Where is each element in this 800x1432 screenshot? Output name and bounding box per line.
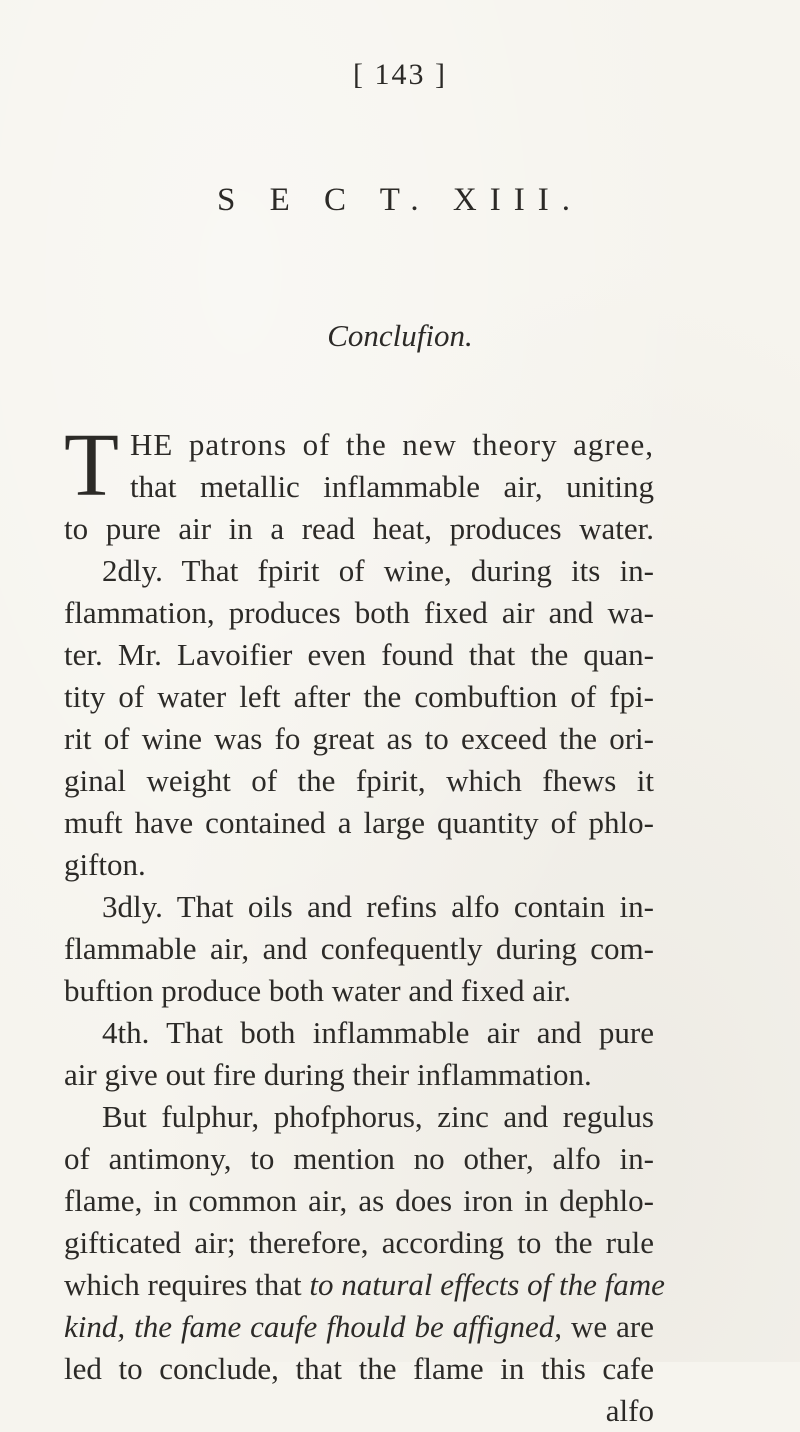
text-line: ginal weight of the fpirit, which fhews it bbox=[64, 763, 654, 798]
text-line: muft have contained a large quantity of phlo- bbox=[64, 805, 654, 840]
text-line: led to conclude, that the flame in this cafe bbox=[64, 1351, 654, 1386]
text-line: 2dly. That fpirit of wine, during its in- bbox=[102, 553, 654, 588]
page-number: [ 143 ] bbox=[353, 58, 447, 91]
catchword: alfo bbox=[605, 1393, 654, 1428]
drop-cap: T bbox=[64, 416, 119, 515]
text-line: buftion produce both water and fixed air. bbox=[64, 973, 572, 1008]
section-title: Conclufion. bbox=[327, 318, 473, 353]
text-line: which requires that to natural effects of the fame bbox=[64, 1267, 665, 1302]
text-line: gifton. bbox=[64, 847, 146, 882]
text-line: of antimony, to mention no other, alfo in- bbox=[64, 1141, 654, 1176]
text-line: that metallic inflammable air, uniting bbox=[130, 469, 654, 504]
text-line: flammation, produces both fixed air and wa- bbox=[64, 595, 654, 630]
text-line: flame, in common air, as does iron in dephlo- bbox=[64, 1183, 654, 1218]
text-line: kind, the fame caufe fhould be affigned, we are bbox=[64, 1309, 655, 1344]
text-line: to pure air in a read heat, produces water. bbox=[64, 511, 654, 546]
text-line: flammable air, and confequently during com- bbox=[64, 931, 654, 966]
text-line: tity of water left after the combuftion of fpi- bbox=[64, 679, 654, 714]
text-line: But fulphur, phofphorus, zinc and regulus bbox=[102, 1099, 654, 1134]
text-line: air give out fire during their inflammation. bbox=[64, 1057, 592, 1092]
text-line: 3dly. That oils and refins alfo contain in- bbox=[102, 889, 654, 924]
body-text bbox=[64, 416, 665, 1432]
section-heading: S E C T. XIII. bbox=[217, 182, 583, 218]
text-line: gifticated air; therefore, according to the rule bbox=[64, 1225, 654, 1260]
text-line: rit of wine was fo great as to exceed the ori- bbox=[64, 721, 654, 756]
text-line: HE patrons of the new theory agree, bbox=[130, 427, 654, 462]
text-line: 4th. That both inflammable air and pure bbox=[102, 1015, 654, 1050]
text-line: ter. Mr. Lavoifier even found that the quan- bbox=[64, 637, 654, 672]
